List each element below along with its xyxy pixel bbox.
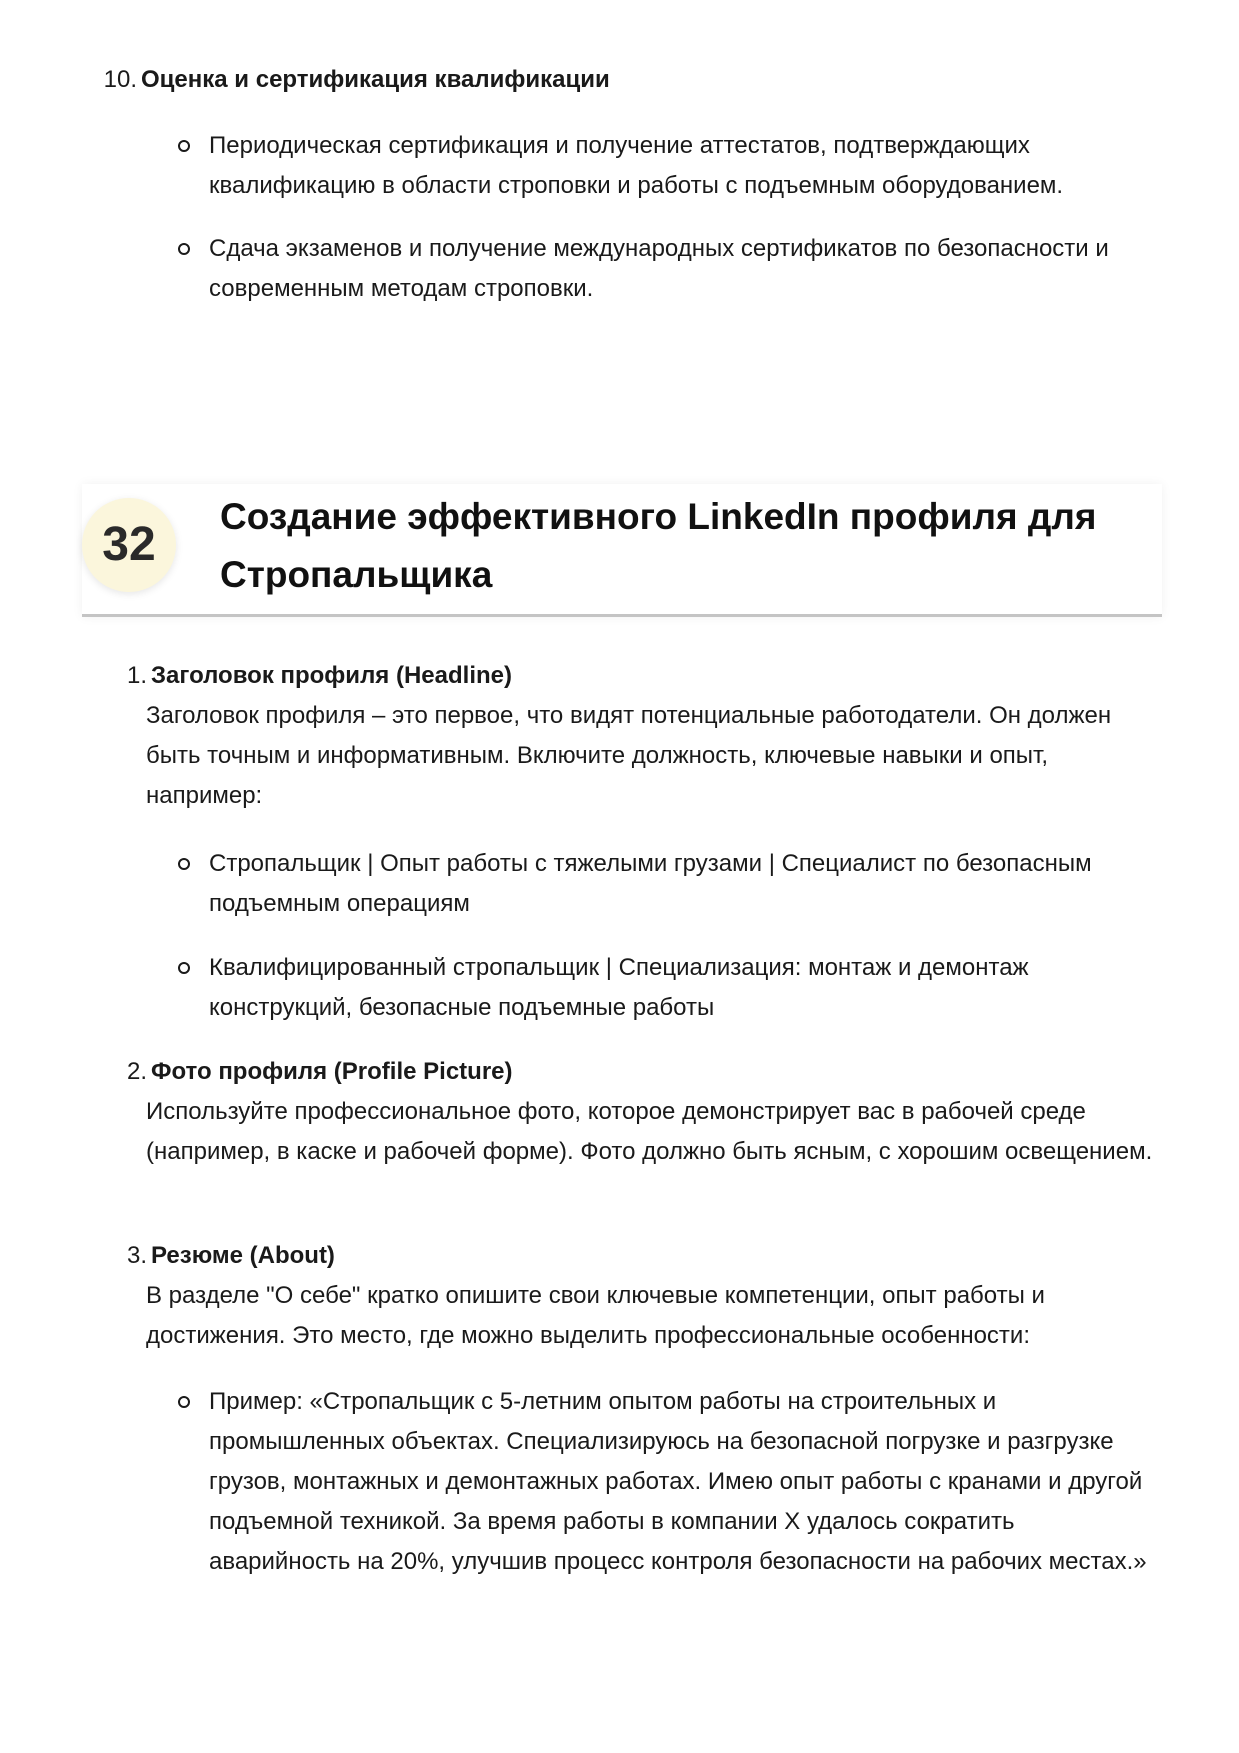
- list-item-number: 2.: [126, 1058, 147, 1085]
- circle-bullet-icon: [178, 962, 190, 974]
- list-item-text: Заголовок профиля – это первое, что видят потенциальные работодатели. Он должен быть точным и информативным. Включите должность, ключевые навыки и опыт, например:: [146, 702, 1112, 809]
- circle-bullet-icon: [178, 243, 190, 255]
- list-item-title: Заголовок профиля (Headline): [151, 662, 512, 689]
- bullet-text: Сдача экзаменов и получение международных сертификатов по безопасности и современным методам строповки.: [209, 235, 1109, 302]
- list-item-number: 1.: [126, 662, 147, 689]
- circle-bullet-icon: [178, 858, 190, 870]
- list-item-3: [105, 1236, 1155, 1276]
- list-item-number: 10.: [103, 66, 137, 93]
- section-title: Создание эффективного LinkedIn профиля для Стропальщика: [220, 496, 1097, 595]
- list-item-2: [105, 1052, 1155, 1092]
- list-item-10: [95, 60, 1145, 100]
- list-item-text: Используйте профессиональное фото, которое демонстрирует вас в рабочей среде (например, в каске и рабочей форме). Фото должно быть ясным, с хорошим освещением.: [146, 1098, 1153, 1165]
- section-number-badge: 32: [82, 498, 176, 592]
- list-item-text: В разделе "О себе" кратко опишите свои ключевые компетенции, опыт работы и достижения. Это место, где можно выделить профессиональные особенности:: [146, 1282, 1045, 1349]
- bullet-text: Пример: «Стропальщик с 5-летним опытом работы на строительных и промышленных объектах. Специализируюсь на безопасной погрузке и разгрузке грузов, монтажных и демонтажных работах. Имею опыт работы с кранами и другой подъемной техникой. За время работы в компании X удалось сократить аварийность на 20%, улучшив процесс контроля безопасности на рабочих местах.»: [209, 1388, 1147, 1575]
- circle-bullet-icon: [178, 140, 190, 152]
- list-item-title: Оценка и сертификация квалификации: [141, 66, 610, 93]
- bullet-text: Квалифицированный стропальщик | Специализация: монтаж и демонтаж конструкций, безопасные подъемные работы: [209, 954, 1029, 1021]
- list-item-title: Резюме (About): [151, 1242, 335, 1269]
- circle-bullet-icon: [178, 1396, 190, 1408]
- list-item-number: 3.: [126, 1242, 147, 1269]
- bullet-text: Стропальщик | Опыт работы с тяжелыми грузами | Специалист по безопасным подъемным операциям: [209, 850, 1092, 917]
- list-item-1: [105, 656, 1155, 696]
- list-item-title: Фото профиля (Profile Picture): [151, 1058, 513, 1085]
- bullet-text: Периодическая сертификация и получение аттестатов, подтверждающих квалификацию в области строповки и работы с подъемным оборудованием.: [209, 132, 1064, 199]
